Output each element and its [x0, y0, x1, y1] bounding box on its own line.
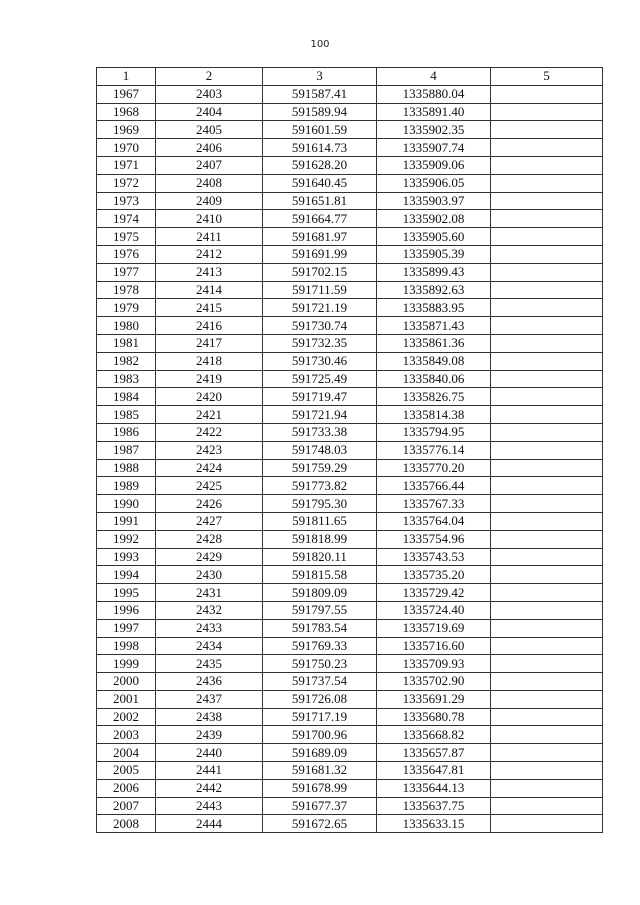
table-cell-col3: 591783.54: [263, 619, 377, 637]
table-cell-col2: 2411: [156, 228, 263, 246]
table-cell-col1: 1981: [97, 334, 156, 352]
table-cell-col2: 2434: [156, 637, 263, 655]
table-cell-col5: [491, 103, 603, 121]
table-cell-col4: 1335906.05: [377, 174, 491, 192]
table-cell-col1: 2008: [97, 815, 156, 833]
table-cell-col1: 1967: [97, 85, 156, 103]
table-cell-col1: 1994: [97, 566, 156, 584]
table-row: [97, 601, 603, 619]
table-cell-col4: 1335637.75: [377, 797, 491, 815]
table-row: [97, 263, 603, 281]
table-cell-col3: 591809.09: [263, 584, 377, 602]
table-cell-col4: 1335902.35: [377, 121, 491, 139]
table-cell-col5: [491, 459, 603, 477]
table-cell-col3: 591681.32: [263, 762, 377, 780]
table-cell-col3: 591628.20: [263, 156, 377, 174]
table-cell-col1: 2007: [97, 797, 156, 815]
table-cell-col4: 1335767.33: [377, 495, 491, 513]
table-cell-col2: 2423: [156, 441, 263, 459]
table-cell-col1: 2004: [97, 744, 156, 762]
table-cell-col5: [491, 566, 603, 584]
column-header-1: 1: [97, 68, 156, 86]
table-cell-col4: 1335724.40: [377, 601, 491, 619]
table-row: [97, 192, 603, 210]
table-cell-col4: 1335770.20: [377, 459, 491, 477]
table-cell-col1: 1988: [97, 459, 156, 477]
table-cell-col5: [491, 245, 603, 263]
table-cell-col4: 1335633.15: [377, 815, 491, 833]
table-cell-col5: [491, 655, 603, 673]
table-cell-col1: 1978: [97, 281, 156, 299]
table-cell-col3: 591748.03: [263, 441, 377, 459]
table-cell-col4: 1335899.43: [377, 263, 491, 281]
table-cell-col3: 591711.59: [263, 281, 377, 299]
table-cell-col4: 1335716.60: [377, 637, 491, 655]
table-cell-col3: 591730.46: [263, 352, 377, 370]
table-cell-col4: 1335905.60: [377, 228, 491, 246]
table-cell-col3: 591769.33: [263, 637, 377, 655]
table-cell-col5: [491, 85, 603, 103]
table-row: [97, 815, 603, 833]
table-cell-col1: 1975: [97, 228, 156, 246]
table-cell-col1: 1998: [97, 637, 156, 655]
column-header-5: 5: [491, 68, 603, 86]
table-row: [97, 370, 603, 388]
table-cell-col5: [491, 334, 603, 352]
table-row: [97, 121, 603, 139]
table-cell-col2: 2439: [156, 726, 263, 744]
table-cell-col2: 2430: [156, 566, 263, 584]
table-cell-col4: 1335657.87: [377, 744, 491, 762]
header-row: [97, 68, 603, 86]
table-cell-col5: [491, 744, 603, 762]
table-cell-col3: 591587.41: [263, 85, 377, 103]
table-cell-col2: 2414: [156, 281, 263, 299]
table-cell-col5: [491, 726, 603, 744]
table-cell-col5: [491, 121, 603, 139]
table-cell-col5: [491, 406, 603, 424]
table-cell-col5: [491, 139, 603, 157]
table-cell-col4: 1335909.06: [377, 156, 491, 174]
table-cell-col1: 1973: [97, 192, 156, 210]
table-cell-col5: [491, 477, 603, 495]
table-body: [97, 85, 603, 832]
table-cell-col2: 2442: [156, 779, 263, 797]
table-cell-col2: 2427: [156, 512, 263, 530]
table-row: [97, 210, 603, 228]
table-cell-col1: 2006: [97, 779, 156, 797]
table-cell-col3: 591721.94: [263, 406, 377, 424]
table-cell-col4: 1335907.74: [377, 139, 491, 157]
table-cell-col1: 1971: [97, 156, 156, 174]
table-row: [97, 245, 603, 263]
table-cell-col4: 1335861.36: [377, 334, 491, 352]
table-cell-col5: [491, 263, 603, 281]
table-cell-col4: 1335892.63: [377, 281, 491, 299]
table-cell-col5: [491, 601, 603, 619]
table-cell-col1: 1974: [97, 210, 156, 228]
table-cell-col1: 1987: [97, 441, 156, 459]
table-row: [97, 423, 603, 441]
table-row: [97, 334, 603, 352]
table-cell-col2: 2405: [156, 121, 263, 139]
table-cell-col5: [491, 388, 603, 406]
table-cell-col1: 1970: [97, 139, 156, 157]
table-cell-col2: 2420: [156, 388, 263, 406]
table-cell-col1: 1996: [97, 601, 156, 619]
table-cell-col3: 591726.08: [263, 690, 377, 708]
table-cell-col4: 1335729.42: [377, 584, 491, 602]
table-cell-col1: 1991: [97, 512, 156, 530]
table-cell-col4: 1335905.39: [377, 245, 491, 263]
table-cell-col2: 2433: [156, 619, 263, 637]
table-cell-col4: 1335826.75: [377, 388, 491, 406]
table-cell-col2: 2440: [156, 744, 263, 762]
table-cell-col3: 591797.55: [263, 601, 377, 619]
table-cell-col2: 2406: [156, 139, 263, 157]
table-cell-col5: [491, 584, 603, 602]
table-cell-col4: 1335903.97: [377, 192, 491, 210]
table-cell-col5: [491, 495, 603, 513]
table-cell-col2: 2431: [156, 584, 263, 602]
table-row: [97, 637, 603, 655]
table-cell-col3: 591702.15: [263, 263, 377, 281]
table-cell-col4: 1335840.06: [377, 370, 491, 388]
table-cell-col2: 2403: [156, 85, 263, 103]
table-cell-col4: 1335691.29: [377, 690, 491, 708]
table-cell-col5: [491, 530, 603, 548]
page-number: 100: [310, 39, 330, 50]
table-cell-col1: 1995: [97, 584, 156, 602]
table-cell-col3: 591689.09: [263, 744, 377, 762]
table-cell-col2: 2429: [156, 548, 263, 566]
table-cell-col2: 2422: [156, 423, 263, 441]
table-cell-col2: 2424: [156, 459, 263, 477]
table-row: [97, 726, 603, 744]
table-cell-col3: 591677.37: [263, 797, 377, 815]
table-cell-col1: 1986: [97, 423, 156, 441]
table-cell-col4: 1335668.82: [377, 726, 491, 744]
table-row: [97, 566, 603, 584]
table-cell-col2: 2404: [156, 103, 263, 121]
table-row: [97, 690, 603, 708]
table-cell-col2: 2413: [156, 263, 263, 281]
table-cell-col2: 2432: [156, 601, 263, 619]
table-cell-col5: [491, 690, 603, 708]
table-row: [97, 744, 603, 762]
table-cell-col4: 1335754.96: [377, 530, 491, 548]
table-cell-col1: 2005: [97, 762, 156, 780]
table-cell-col3: 591732.35: [263, 334, 377, 352]
column-header-2: 2: [156, 68, 263, 86]
table-cell-col1: 1984: [97, 388, 156, 406]
table-cell-col4: 1335735.20: [377, 566, 491, 584]
table-cell-col4: 1335814.38: [377, 406, 491, 424]
table-cell-col1: 1997: [97, 619, 156, 637]
table-cell-col3: 591725.49: [263, 370, 377, 388]
table-cell-col2: 2425: [156, 477, 263, 495]
table-cell-col5: [491, 228, 603, 246]
table-cell-col3: 591730.74: [263, 317, 377, 335]
table-cell-col4: 1335891.40: [377, 103, 491, 121]
table-cell-col4: 1335880.04: [377, 85, 491, 103]
table-cell-col5: [491, 192, 603, 210]
table-cell-col2: 2417: [156, 334, 263, 352]
table-row: [97, 619, 603, 637]
table-cell-col4: 1335644.13: [377, 779, 491, 797]
table-row: [97, 708, 603, 726]
table-row: [97, 228, 603, 246]
table-cell-col5: [491, 797, 603, 815]
table-row: [97, 584, 603, 602]
table-row: [97, 655, 603, 673]
table-row: [97, 388, 603, 406]
table-cell-col2: 2412: [156, 245, 263, 263]
table-cell-col3: 591691.99: [263, 245, 377, 263]
table-cell-col4: 1335702.90: [377, 673, 491, 691]
table-cell-col2: 2444: [156, 815, 263, 833]
table-cell-col5: [491, 210, 603, 228]
table-row: [97, 139, 603, 157]
table-row: [97, 317, 603, 335]
coordinates-table: [96, 67, 603, 833]
table-cell-col2: 2435: [156, 655, 263, 673]
table-cell-col2: 2443: [156, 797, 263, 815]
table-cell-col4: 1335794.95: [377, 423, 491, 441]
table-cell-col3: 591700.96: [263, 726, 377, 744]
table-row: [97, 103, 603, 121]
table-cell-col3: 591795.30: [263, 495, 377, 513]
table-cell-col2: 2437: [156, 690, 263, 708]
table-cell-col2: 2436: [156, 673, 263, 691]
table-cell-col1: 1980: [97, 317, 156, 335]
table-row: [97, 441, 603, 459]
table-cell-col1: 1989: [97, 477, 156, 495]
table-cell-col1: 1983: [97, 370, 156, 388]
table-row: [97, 85, 603, 103]
table-cell-col2: 2426: [156, 495, 263, 513]
table-cell-col1: 1976: [97, 245, 156, 263]
table-cell-col5: [491, 423, 603, 441]
table-cell-col3: 591818.99: [263, 530, 377, 548]
table-row: [97, 174, 603, 192]
table-row: [97, 797, 603, 815]
table-cell-col2: 2419: [156, 370, 263, 388]
table-cell-col3: 591651.81: [263, 192, 377, 210]
table-cell-col3: 591733.38: [263, 423, 377, 441]
table-cell-col4: 1335764.04: [377, 512, 491, 530]
table-cell-col2: 2410: [156, 210, 263, 228]
table-header: [97, 68, 603, 86]
table-cell-col5: [491, 156, 603, 174]
table-cell-col5: [491, 281, 603, 299]
table-row: [97, 779, 603, 797]
table-cell-col5: [491, 352, 603, 370]
table-cell-col5: [491, 317, 603, 335]
column-header-3: 3: [263, 68, 377, 86]
table-cell-col2: 2441: [156, 762, 263, 780]
table-row: [97, 156, 603, 174]
table-row: [97, 281, 603, 299]
table-cell-col3: 591681.97: [263, 228, 377, 246]
table-cell-col3: 591820.11: [263, 548, 377, 566]
table-row: [97, 352, 603, 370]
table-cell-col1: 1969: [97, 121, 156, 139]
table-cell-col3: 591719.47: [263, 388, 377, 406]
table-cell-col4: 1335871.43: [377, 317, 491, 335]
column-header-4: 4: [377, 68, 491, 86]
table-cell-col5: [491, 673, 603, 691]
table-cell-col1: 1985: [97, 406, 156, 424]
table-cell-col4: 1335709.93: [377, 655, 491, 673]
table-row: [97, 548, 603, 566]
table-cell-col4: 1335680.78: [377, 708, 491, 726]
table-row: [97, 762, 603, 780]
table-cell-col5: [491, 299, 603, 317]
table-cell-col1: 1990: [97, 495, 156, 513]
table-cell-col1: 2002: [97, 708, 156, 726]
table-cell-col3: 591811.65: [263, 512, 377, 530]
table-row: [97, 459, 603, 477]
table-cell-col3: 591678.99: [263, 779, 377, 797]
table-cell-col4: 1335743.53: [377, 548, 491, 566]
table-row: [97, 299, 603, 317]
table-cell-col3: 591717.19: [263, 708, 377, 726]
table-cell-col3: 591759.29: [263, 459, 377, 477]
table-cell-col5: [491, 370, 603, 388]
table-cell-col3: 591640.45: [263, 174, 377, 192]
table-cell-col2: 2416: [156, 317, 263, 335]
table-cell-col4: 1335849.08: [377, 352, 491, 370]
table-cell-col1: 2000: [97, 673, 156, 691]
table-cell-col2: 2409: [156, 192, 263, 210]
table-row: [97, 512, 603, 530]
table-cell-col3: 591672.65: [263, 815, 377, 833]
table-cell-col5: [491, 815, 603, 833]
table-cell-col5: [491, 174, 603, 192]
table-cell-col3: 591737.54: [263, 673, 377, 691]
table-cell-col4: 1335647.81: [377, 762, 491, 780]
table-cell-col3: 591815.58: [263, 566, 377, 584]
table-cell-col2: 2438: [156, 708, 263, 726]
table-cell-col3: 591721.19: [263, 299, 377, 317]
table-cell-col1: 2003: [97, 726, 156, 744]
table-cell-col4: 1335776.14: [377, 441, 491, 459]
table-row: [97, 530, 603, 548]
table-row: [97, 495, 603, 513]
table-cell-col5: [491, 708, 603, 726]
table-cell-col5: [491, 548, 603, 566]
table-cell-col2: 2418: [156, 352, 263, 370]
table-cell-col5: [491, 779, 603, 797]
table-cell-col4: 1335766.44: [377, 477, 491, 495]
table-cell-col5: [491, 762, 603, 780]
table-cell-col5: [491, 512, 603, 530]
table-row: [97, 477, 603, 495]
table-cell-col4: 1335902.08: [377, 210, 491, 228]
table-cell-col4: 1335719.69: [377, 619, 491, 637]
table-cell-col4: 1335883.95: [377, 299, 491, 317]
table-cell-col1: 1968: [97, 103, 156, 121]
table-cell-col3: 591601.59: [263, 121, 377, 139]
table-cell-col3: 591614.73: [263, 139, 377, 157]
table-cell-col5: [491, 441, 603, 459]
table-cell-col2: 2428: [156, 530, 263, 548]
table-cell-col1: 2001: [97, 690, 156, 708]
table-row: [97, 673, 603, 691]
table-cell-col2: 2415: [156, 299, 263, 317]
table-cell-col1: 1992: [97, 530, 156, 548]
table-cell-col1: 1979: [97, 299, 156, 317]
table-cell-col1: 1972: [97, 174, 156, 192]
table-cell-col5: [491, 637, 603, 655]
table-cell-col1: 1999: [97, 655, 156, 673]
table-cell-col3: 591589.94: [263, 103, 377, 121]
table-cell-col3: 591750.23: [263, 655, 377, 673]
table-cell-col3: 591773.82: [263, 477, 377, 495]
table-cell-col1: 1982: [97, 352, 156, 370]
table-cell-col5: [491, 619, 603, 637]
table-cell-col1: 1993: [97, 548, 156, 566]
table-cell-col1: 1977: [97, 263, 156, 281]
table-cell-col3: 591664.77: [263, 210, 377, 228]
table-cell-col2: 2421: [156, 406, 263, 424]
table-cell-col2: 2407: [156, 156, 263, 174]
table-cell-col2: 2408: [156, 174, 263, 192]
table-row: [97, 406, 603, 424]
